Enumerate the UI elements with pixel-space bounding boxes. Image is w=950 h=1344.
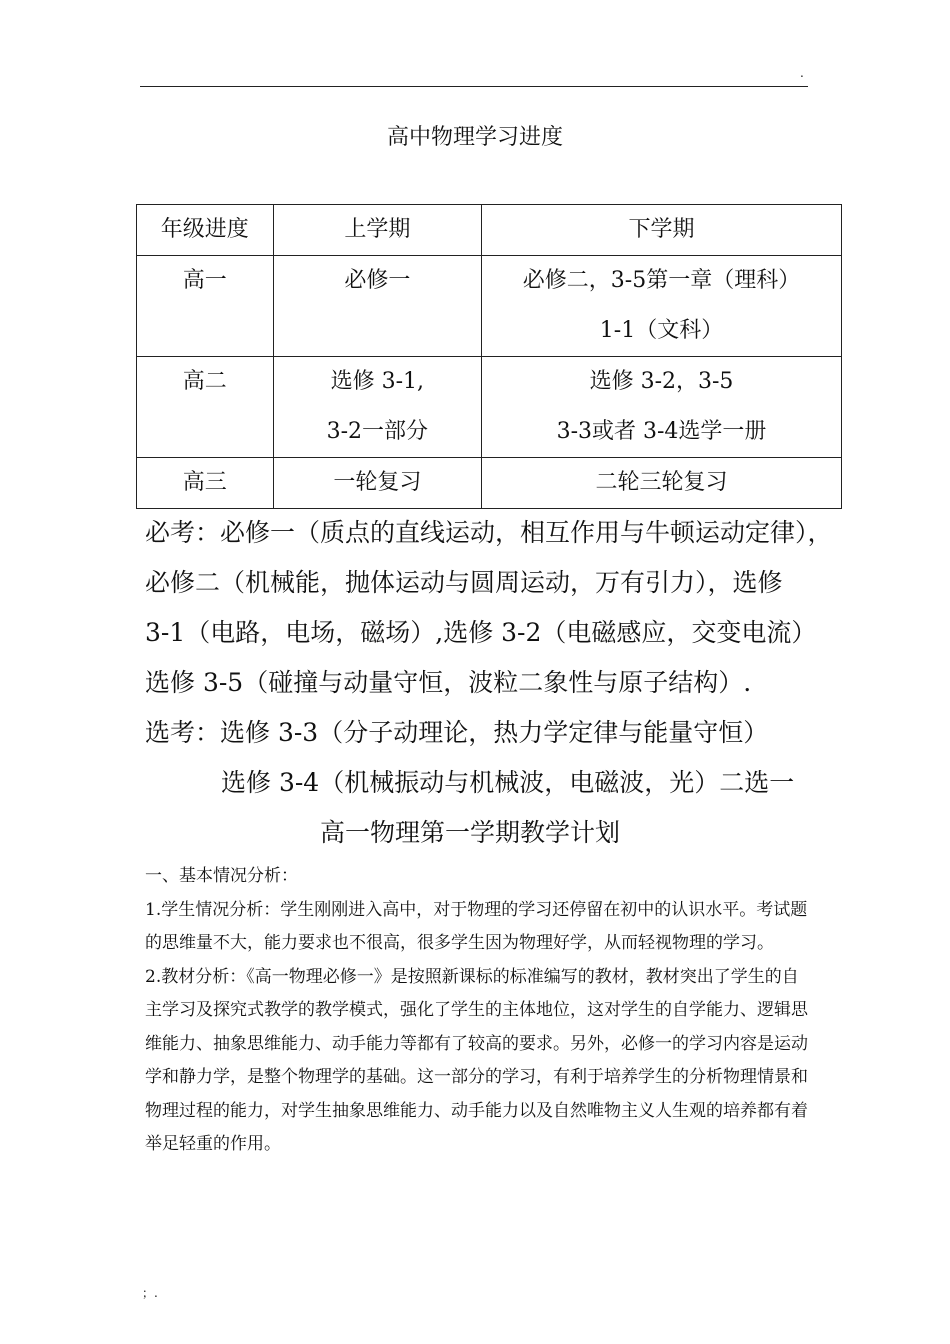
second-term-cell	[482, 256, 842, 357]
paragraph: 1.学生情况分析：学生刚刚进入高中，对于物理的学习还停留在初中的认识水平。考试题的思维量不大，能力要求也不很高，很多学生因为物理好学，从而轻视物理的学习。	[145, 899, 808, 953]
first-term-cell	[273, 256, 481, 357]
cell-line: 选修 3-2，3-5	[589, 369, 734, 394]
cell-line: 1-1（文科）	[599, 318, 724, 343]
first-term-cell	[273, 357, 481, 458]
table-row	[137, 357, 842, 458]
header-rule	[140, 86, 808, 87]
table-row	[137, 458, 842, 509]
footer-mark: ；.	[142, 1286, 158, 1300]
exam-line: 必考：必修一（质点的直线运动，相互作用与牛顿运动定律），	[145, 518, 833, 547]
exam-scope-block	[145, 508, 833, 858]
second-term-cell	[482, 357, 842, 458]
exam-line: 3-1（电路，电场，磁场）,选修 3-2（电磁感应，交变电流）	[145, 618, 817, 647]
grade-cell: 高二	[137, 357, 274, 458]
grade-cell: 高三	[137, 458, 274, 509]
exam-line: 选修 3-5（碰撞与动量守恒，波粒二象性与原子结构）.	[145, 668, 752, 697]
cell-line: 3-3或者 3-4选学一册	[556, 419, 767, 444]
second-term-cell	[482, 458, 842, 509]
exam-line: 必修二（机械能，抛体运动与圆周运动，万有引力），选修	[145, 568, 783, 597]
cell-line: 二轮三轮复习	[595, 470, 728, 495]
progress-table	[136, 204, 842, 509]
exam-line: 选修 3-4（机械振动与机械波，电磁波，光）二选一	[221, 768, 795, 797]
cell-line: 一轮复习	[333, 470, 422, 495]
cell-line: 3-2一部分	[326, 419, 429, 444]
grade-cell: 高一	[137, 256, 274, 357]
cell-line: 选修 3-1,	[330, 369, 425, 394]
exam-line: 选考：选修 3-3（分子动理论，热力学定律与能量守恒）	[145, 718, 769, 747]
cell-line: 必修一	[344, 268, 411, 293]
table-header-row	[137, 205, 842, 256]
plan-title: 高一物理第一学期教学计划	[319, 818, 620, 847]
header-second-term: 下学期	[482, 205, 842, 256]
table-row	[137, 256, 842, 357]
header-mark: .	[800, 66, 804, 80]
analysis-section	[145, 860, 815, 1162]
paragraph: 2.教材分析：《高一物理必修一》是按照新课标的标准编写的教材，教材突出了学生的自主学习及探究式教学的教学模式，强化了学生的主体地位，这对学生的自学能力、逻辑思维能力、抽象思维能力、动手能力等都有了较高的要求。另外，必修一的学习内容是运动学和静力学，是整个物理学的基础。这一部分的学习，有利于培养学生的分析物理情景和物理过程的能力，对学生抽象思维能力、动手能力以及自然唯物主义人生观的培养都有着举足轻重的作用。	[145, 966, 808, 1154]
first-term-cell	[273, 458, 481, 509]
header-grade: 年级进度	[137, 205, 274, 256]
cell-line: 必修二，3-5第一章（理科）	[522, 268, 801, 293]
section-heading: 一、基本情况分析：	[145, 866, 298, 886]
header-first-term: 上学期	[273, 205, 481, 256]
document-title: 高中物理学习进度	[386, 125, 563, 150]
